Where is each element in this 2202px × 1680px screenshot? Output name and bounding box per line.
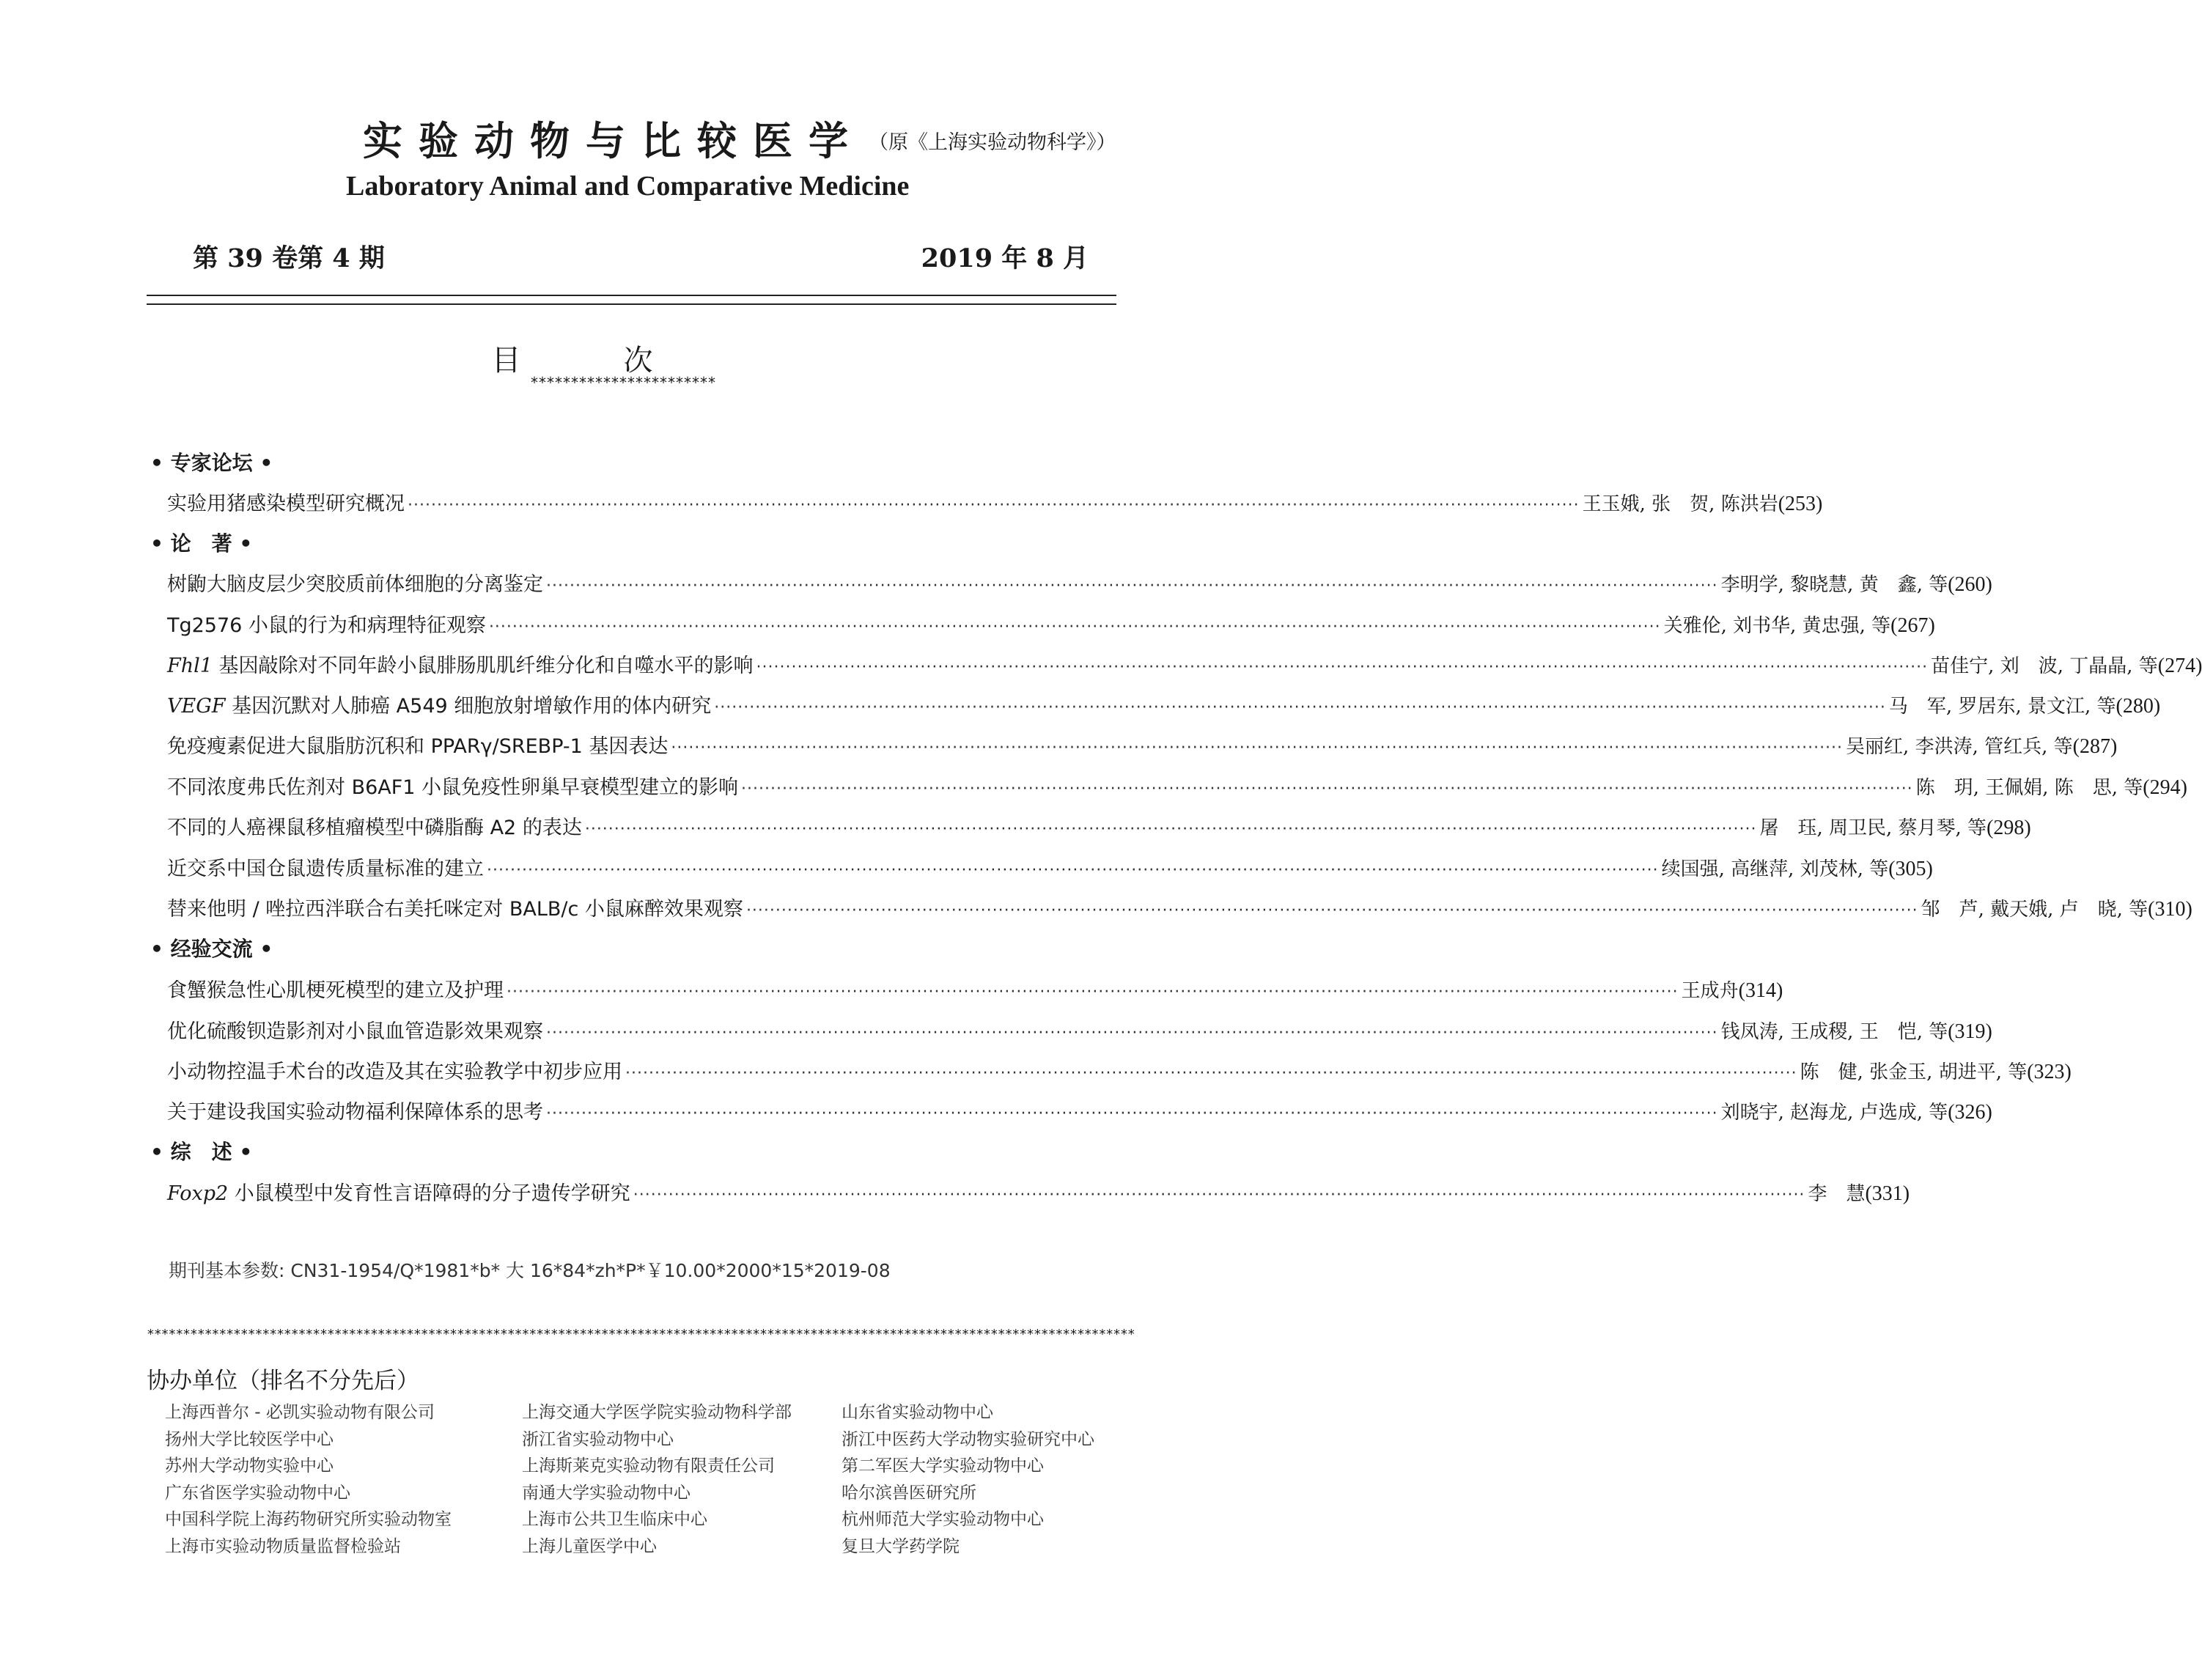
- toc-entry-page: (253): [1778, 493, 1823, 515]
- toc-entry-page: (267): [1890, 614, 1935, 637]
- toc-entry-gene-name: Foxp2: [167, 1182, 229, 1205]
- leader-dots: ········································································································································································································: [671, 739, 1844, 757]
- toc-entry-title: [167, 771, 738, 800]
- leader-dots: ········································································································································································································: [546, 1024, 1718, 1042]
- leader-dots: ········································································································································································································: [488, 618, 1661, 636]
- leader-dots: ········································································································································································································: [741, 780, 1913, 798]
- toc-entry-title-text: 优化硫酸钡造影剂对小鼠血管造影效果观察: [167, 1020, 543, 1043]
- toc-section-label: • 专家论坛 •: [150, 451, 273, 475]
- toc-entry-title-text: 小动物控温手术台的改造及其在实验教学中初步应用: [167, 1061, 622, 1083]
- leader-dots: ········································································································································································································: [546, 1105, 1718, 1123]
- leader-dots: ········································································································································································································: [756, 658, 1929, 677]
- toc-entry-authors: 李 慧: [1808, 1183, 1866, 1205]
- leader-dots: ········································································································································································································: [487, 861, 1659, 880]
- journal-title-cn: 实验动物与比较医学: [363, 117, 864, 164]
- toc-entry-authors: 王玉娥, 张 贺, 陈洪岩: [1582, 493, 1778, 515]
- toc-entry-page: (323): [2027, 1061, 2072, 1083]
- toc-entry-authors: 续国强, 高继萍, 刘茂林, 等: [1661, 858, 1889, 880]
- co-unit-name: 第二军医大学实验动物中心: [842, 1456, 1044, 1475]
- toc-entry-title: [167, 487, 405, 516]
- toc-entry: [167, 690, 2161, 719]
- toc-entry-page: (310): [2148, 898, 2192, 921]
- toc-entry-gene-name: VEGF: [167, 695, 226, 718]
- toc-entry: [167, 568, 1992, 597]
- toc-entry: [167, 852, 1933, 882]
- co-unit-name: 上海交通大学医学院实验动物科学部: [522, 1403, 792, 1422]
- toc-entry-title-text: Tg2576 小鼠的行为和病理特征观察: [167, 614, 486, 637]
- toc-entry: [167, 649, 2202, 679]
- journal-former-name: （原《上海实验动物科学》）: [869, 131, 1116, 154]
- toc-entry-page: (326): [1948, 1101, 1992, 1124]
- toc-entry-title-text: 基因沉默对人肺癌 A549 细胞放射增敏作用的体内研究: [225, 695, 712, 718]
- toc-entry-page: (305): [1888, 858, 1933, 880]
- toc-entry-page: (280): [2116, 695, 2161, 718]
- toc-entry-authors: 刘晓宇, 赵海龙, 卢选成, 等: [1720, 1102, 1948, 1124]
- toc-section-label: • 综 述 •: [150, 1140, 253, 1164]
- toc-entry-title: [167, 609, 486, 638]
- toc-entry-page: (294): [2143, 776, 2187, 799]
- toc-entry-title-text: 基因敲除对不同年龄小鼠腓肠肌肌纤维分化和自噬水平的影响: [212, 655, 754, 677]
- leader-dots: ········································································································································································································: [714, 699, 1886, 717]
- toc-entry-page: (298): [1986, 817, 2031, 839]
- toc-entry-title: [167, 690, 711, 718]
- toc-entry-title: [167, 1096, 543, 1124]
- co-unit-name: 哈尔滨兽医研究所: [842, 1483, 976, 1503]
- toc-entry-title: [167, 893, 743, 921]
- toc-entry-page: (260): [1948, 573, 1992, 596]
- toc-entry-title-text: 关于建设我国实验动物福利保障体系的思考: [167, 1101, 543, 1124]
- toc-entry: [167, 1055, 2072, 1085]
- co-unit-name: 杭州师范大学实验动物中心: [842, 1510, 1044, 1529]
- toc-entry: [167, 771, 2187, 800]
- toc-entry: [167, 1015, 1992, 1045]
- toc-entry-title: [167, 649, 754, 678]
- co-unit-name: 扬州大学比较医学中心: [165, 1429, 334, 1449]
- co-unit-name: 复旦大学药学院: [842, 1536, 960, 1556]
- toc-entry-title: [167, 730, 668, 759]
- toc-entry-authors: 陈 健, 张金玉, 胡进平, 等: [1800, 1061, 2028, 1083]
- toc-entry-page: (274): [2157, 655, 2202, 677]
- toc-entry-authors: 钱凤涛, 王成稷, 王 恺, 等: [1720, 1021, 1948, 1043]
- toc-entry-title: [167, 852, 484, 881]
- toc-entry-title: [167, 1177, 630, 1206]
- toc-entry-title-text: 不同浓度弗氏佐剂对 B6AF1 小鼠免疫性卵巢早衰模型建立的影响: [167, 776, 739, 799]
- co-units-title: 协办单位（排名不分先后）: [147, 1368, 419, 1394]
- toc-entry-authors: 吴丽红, 李洪涛, 管红兵, 等: [1846, 736, 2073, 758]
- toc-title-stars: ***********************: [531, 374, 716, 391]
- toc-entry: [167, 609, 1935, 638]
- leader-dots: ········································································································································································································: [507, 983, 1679, 1001]
- co-unit-name: 广东省医学实验动物中心: [165, 1483, 350, 1503]
- toc-entry: [167, 811, 2031, 841]
- toc-entry-gene-name: Fhl1: [167, 655, 213, 677]
- co-unit-name: 上海市公共卫生临床中心: [522, 1510, 707, 1529]
- toc-entry-title-text: 免疫瘦素促进大鼠脂肪沉积和 PPARγ/SREBP-1 基因表达: [167, 735, 669, 758]
- toc-entry-title-text: 实验用猪感染模型研究概况: [167, 493, 405, 515]
- co-unit-name: 南通大学实验动物中心: [522, 1483, 691, 1503]
- toc-entry-title: [167, 974, 504, 1003]
- leader-dots: ········································································································································································································: [546, 577, 1718, 595]
- toc-entry-page: (287): [2072, 735, 2118, 758]
- toc-entry-title-text: 小鼠模型中发育性言语障碍的分子遗传学研究: [228, 1182, 630, 1205]
- star-divider: *****************************************************************************************************************************************: [147, 1327, 1135, 1342]
- toc-entry-authors: 邹 芦, 戴天娥, 卢 晓, 等: [1921, 899, 2148, 921]
- journal-title-en: Laboratory Animal and Comparative Medicine: [346, 171, 910, 202]
- toc-entry-title: [167, 1015, 543, 1044]
- issue-number: 第 39 卷第 4 期: [193, 243, 385, 273]
- co-unit-name: 山东省实验动物中心: [842, 1403, 993, 1422]
- co-unit-name: 浙江省实验动物中心: [522, 1429, 674, 1449]
- co-unit-name: 浙江中医药大学动物实验研究中心: [842, 1429, 1094, 1449]
- toc-section-label: • 论 著 •: [150, 531, 253, 556]
- toc-entry-title: [167, 1055, 622, 1084]
- toc-entry: [167, 730, 2118, 759]
- header-rule-bottom: [147, 303, 1116, 305]
- co-unit-name: 上海儿童医学中心: [522, 1536, 657, 1556]
- toc-entry-title-text: 替来他明 / 唑拉西泮联合右美托咪定对 BALB/c 小鼠麻醉效果观察: [167, 898, 743, 921]
- journal-parameters: 期刊基本参数: CN31-1954/Q*1981*b* 大 16*84*zh*P*￥10.00*2000*15*2019-08: [169, 1260, 891, 1281]
- toc-entry-title-text: 近交系中国仓鼠遗传质量标准的建立: [167, 858, 484, 880]
- toc-entry: [167, 974, 1783, 1003]
- toc-entry-page: (331): [1865, 1182, 1910, 1205]
- toc-entry-title-text: 树鼩大脑皮层少突胶质前体细胞的分离鉴定: [167, 573, 543, 596]
- toc-entry-authors: 李明学, 黎晓慧, 黄 鑫, 等: [1720, 574, 1948, 596]
- co-unit-name: 上海西普尔 - 必凯实验动物有限公司: [165, 1403, 435, 1422]
- toc-entry-authors: 苗佳宁, 刘 波, 丁晶晶, 等: [1931, 655, 2158, 677]
- toc-entry-authors: 马 军, 罗居东, 景文江, 等: [1888, 696, 2116, 718]
- issue-date: 2019 年 8 月: [921, 243, 1089, 273]
- leader-dots: ········································································································································································································: [745, 902, 1918, 920]
- co-unit-name: 上海斯莱克实验动物有限责任公司: [522, 1456, 775, 1475]
- leader-dots: ········································································································································································································: [625, 1064, 1797, 1083]
- toc-entry-title: [167, 811, 582, 840]
- co-unit-name: 上海市实验动物质量监督检验站: [165, 1536, 401, 1556]
- toc-entry-authors: 关雅伦, 刘书华, 黄忠强, 等: [1663, 615, 1891, 637]
- toc-entry: [167, 487, 1823, 517]
- toc-entry-page: (314): [1738, 979, 1783, 1002]
- leader-dots: ········································································································································································································: [633, 1186, 1805, 1204]
- toc-entry-authors: 屠 珏, 周卫民, 蔡月琴, 等: [1759, 817, 1987, 839]
- leader-dots: ········································································································································································································: [408, 496, 1580, 515]
- toc-entry: [167, 1177, 1910, 1206]
- toc-section-label: • 经验交流 •: [150, 937, 273, 961]
- leader-dots: ········································································································································································································: [584, 820, 1757, 839]
- toc-entry: [167, 1096, 1992, 1125]
- toc-entry-title-text: 不同的人癌裸鼠移植瘤模型中磷脂酶 A2 的表达: [167, 817, 582, 839]
- toc-entry-title-text: 食蟹猴急性心肌梗死模型的建立及护理: [167, 979, 504, 1002]
- toc-title: 目次: [491, 344, 756, 377]
- toc-entry: [167, 893, 2192, 922]
- toc-entry-authors: 陈 玥, 王佩娟, 陈 思, 等: [1915, 777, 2143, 799]
- toc-entry-title: [167, 568, 543, 597]
- header-rule-top: [147, 295, 1116, 296]
- toc-entry-authors: 王成舟: [1681, 980, 1739, 1002]
- co-unit-name: 中国科学院上海药物研究所实验动物室: [165, 1510, 452, 1529]
- toc-entry-page: (319): [1948, 1020, 1992, 1043]
- co-unit-name: 苏州大学动物实验中心: [165, 1456, 334, 1475]
